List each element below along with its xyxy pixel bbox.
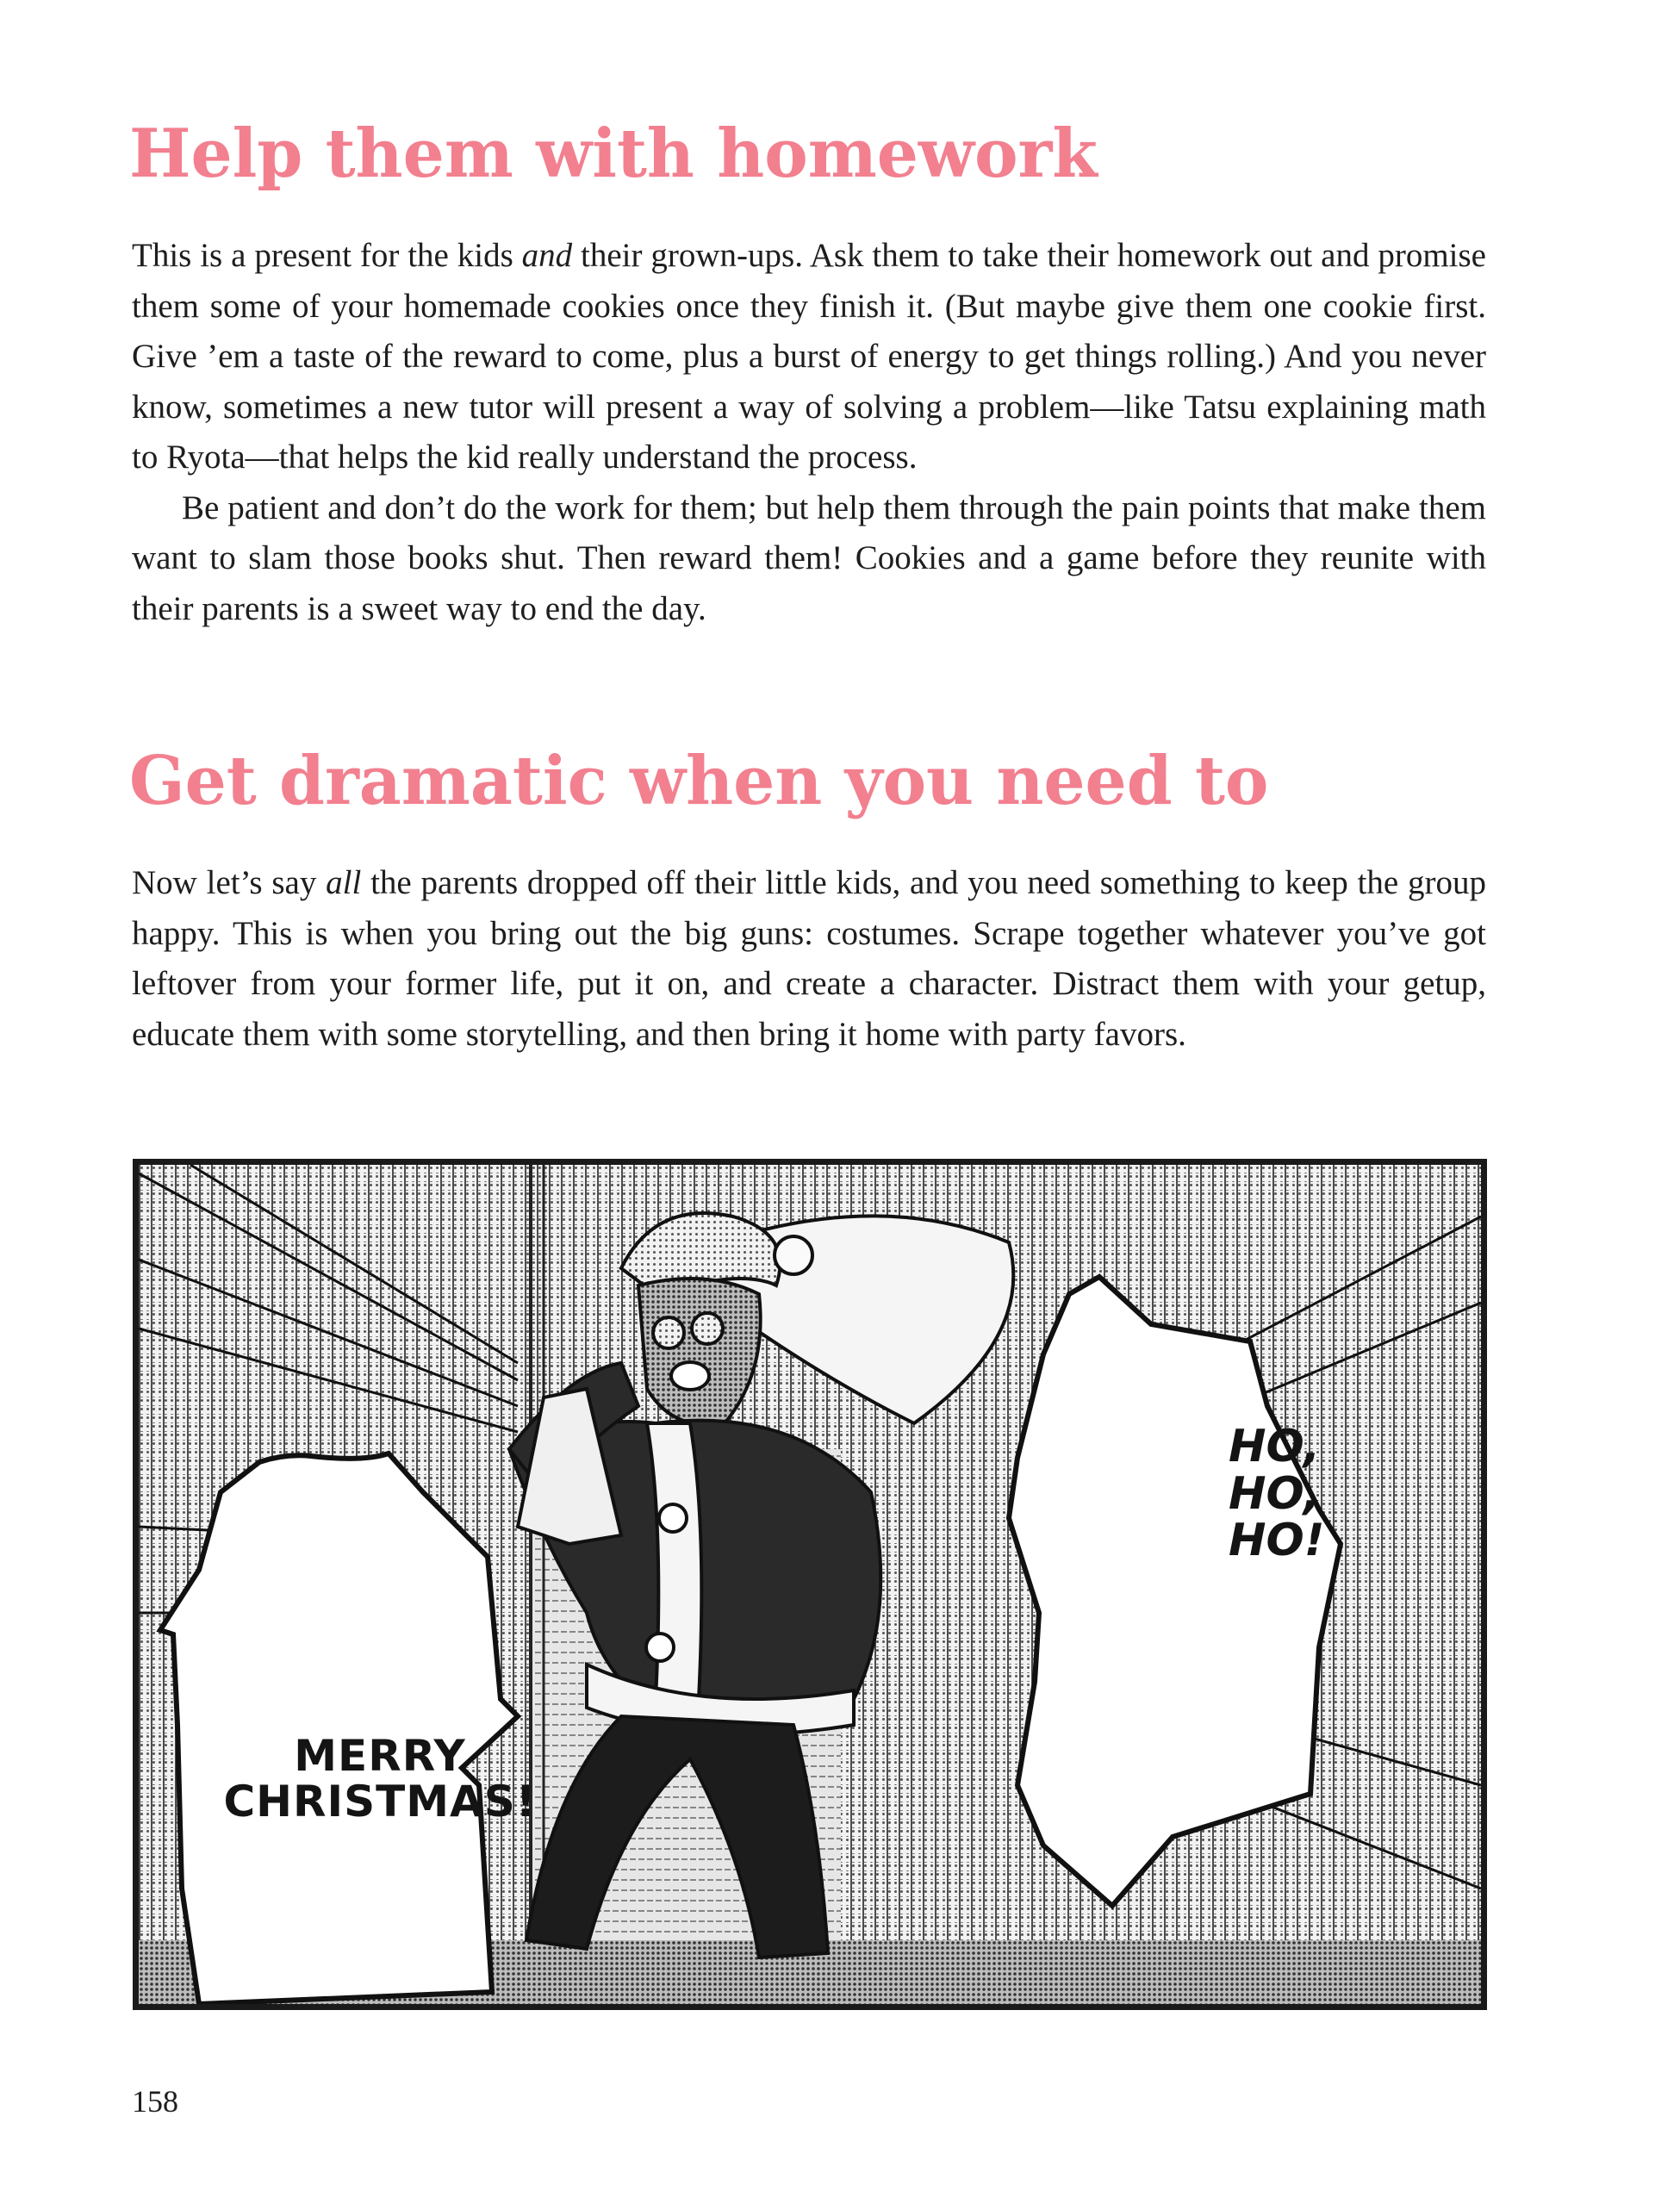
speech-bubble-left — [160, 1453, 518, 2004]
manga-panel — [133, 1159, 1487, 2010]
text-run: This is a present for the kids — [132, 237, 522, 274]
coat-pompom — [659, 1504, 687, 1532]
coat-pompom — [646, 1634, 674, 1661]
open-mouth — [671, 1362, 709, 1390]
page-number: 158 — [132, 2084, 178, 2119]
speech-bubble-text-ho-ho-ho: HO, HO, HO! — [1229, 1421, 1325, 1567]
italic-emphasis: all — [326, 864, 362, 901]
sunglasses — [653, 1317, 684, 1348]
section-heading-homework: Help them with homework — [129, 115, 1098, 193]
paragraph: Be patient and don’t do the work for them; but help them through the pain points that make them want to slam those books shut. Then reward them! Cookies and a game before they reunite with their parents is a sweet way to end the day. — [132, 489, 1486, 627]
paragraph — [132, 858, 1486, 1060]
italic-emphasis: and — [521, 237, 573, 274]
section-heading-dramatic: Get dramatic when you need to — [129, 742, 1269, 820]
manga-artwork — [139, 1165, 1481, 2004]
hat-pompom — [775, 1236, 812, 1274]
section-body-homework — [132, 231, 1486, 634]
text-run: the parents dropped off their little kids, and you need something to keep the group happy. This is when you bring out the big guns: costumes. Scrape together whatever you’ve got leftover from your former life, put it on, and create a character. Distract them with your getup, educate them with some storytelling, and then bring it home with party favors. — [132, 864, 1486, 1053]
sunglasses — [692, 1313, 723, 1344]
speech-bubble-text-merry-christmas: MERRY CHRISTMAS! — [223, 1731, 537, 1827]
text-run: their grown-ups. Ask them to take their homework out and promise them some of your homemade cookies once they finish it. (But maybe give them one cookie first. Give ’em a taste of the reward to come, plus a burst of energy to get things rolling.) And you never know, sometimes a new tutor will present a way of solving a problem—like Tatsu explaining math to Ryota—that helps the kid really understand the process. — [132, 237, 1486, 476]
section-body-dramatic — [132, 858, 1486, 1060]
paragraph — [132, 231, 1486, 483]
text-run: Now let’s say — [132, 864, 327, 901]
